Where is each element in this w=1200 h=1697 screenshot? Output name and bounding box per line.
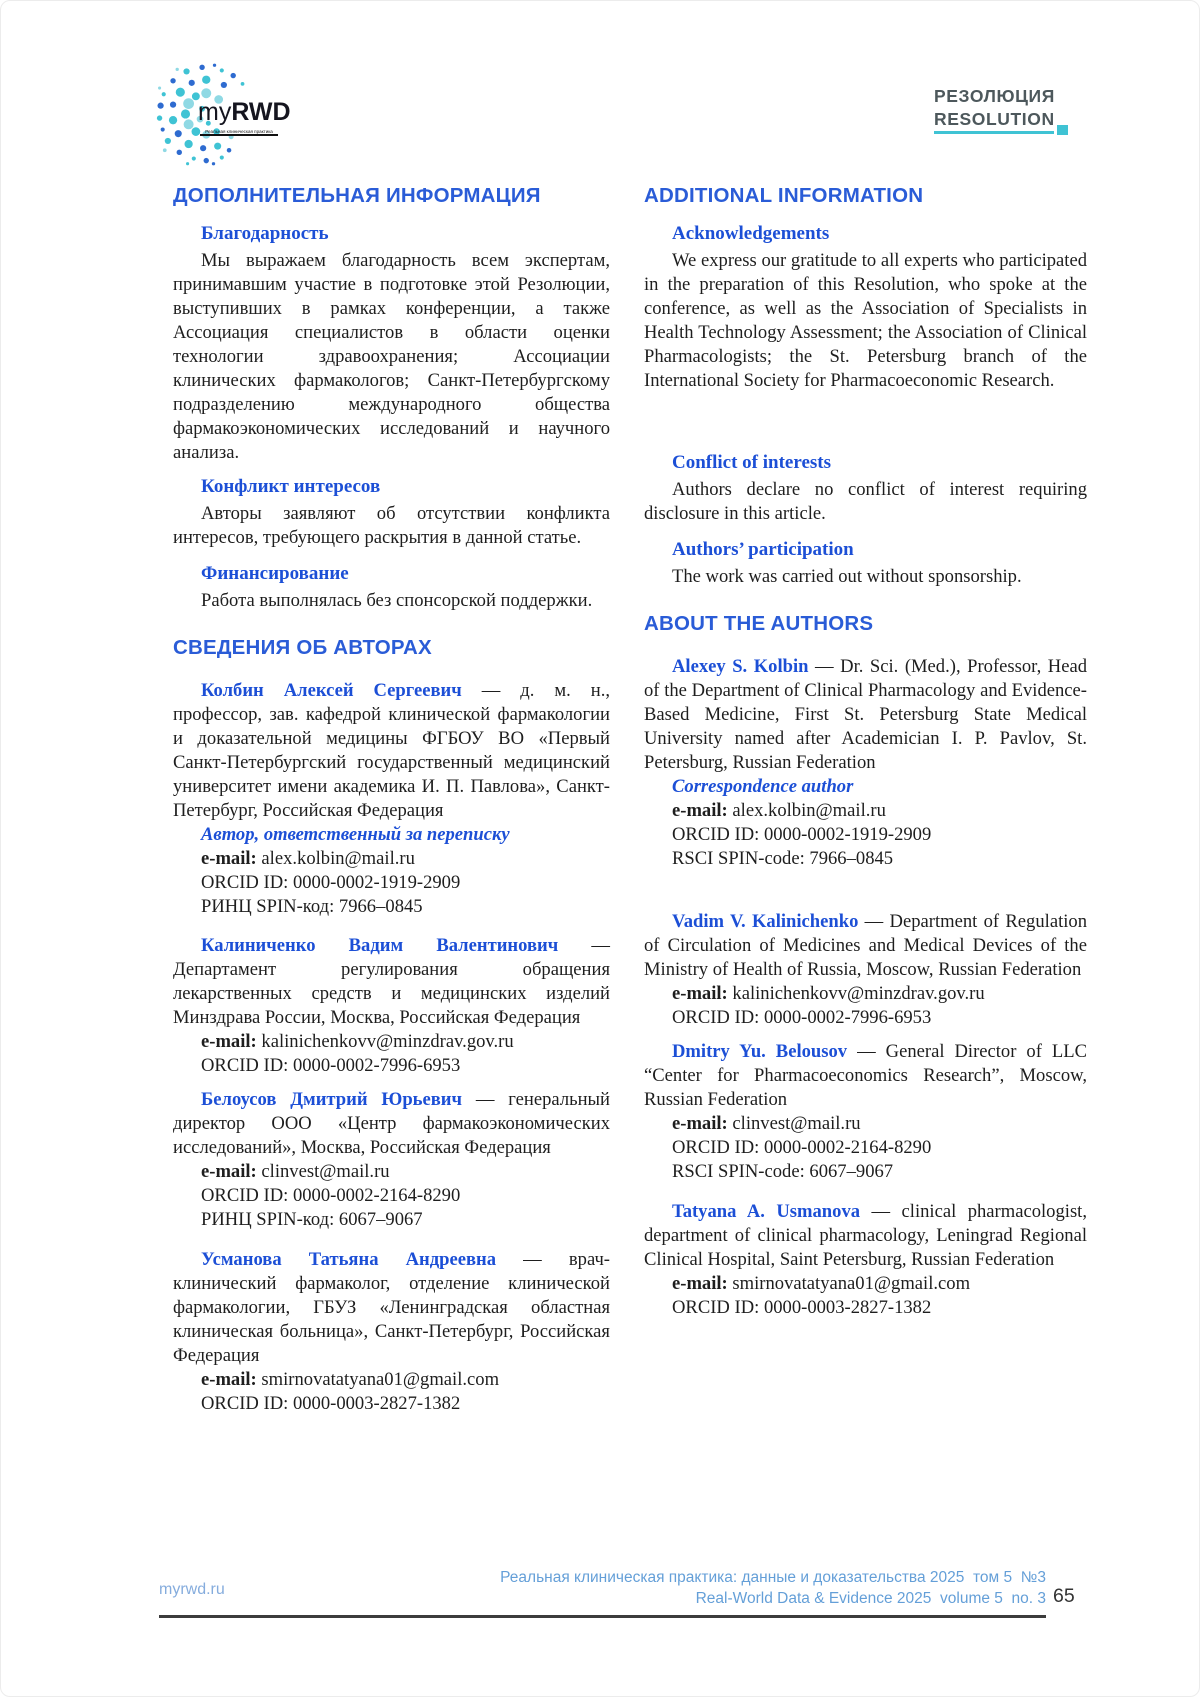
orcid-line	[644, 1296, 1087, 1320]
footer-journal-en: Real-World Data & Evidence 2025 volume 5 no. 3	[695, 1590, 1046, 1607]
author-name: Vadim V. Kalinichenko	[672, 911, 859, 932]
participation-title-en: Authors’ participation	[672, 539, 854, 560]
section-authors-en: ABOUT THE AUTHORS	[644, 612, 874, 635]
column-english	[644, 185, 1087, 1320]
email-value: clinvest@mail.ru	[261, 1161, 390, 1182]
rubric-underline	[934, 131, 1054, 134]
email-line	[173, 847, 610, 871]
spin-label: RSCI SPIN-code:	[672, 848, 805, 869]
orcid-label: ORCID ID:	[201, 1393, 289, 1414]
rubric-en: RESOLUTION	[934, 109, 1055, 129]
myrwd-logo	[156, 59, 336, 169]
conflict-title-en: Conflict of interests	[672, 452, 832, 473]
email-line	[173, 1160, 610, 1184]
author-desc: — clinical pharmacologist, department of clinical pharmacology, Leningrad Regional Clinical Hospital, Saint Petersburg, Russian Federation	[644, 1201, 1087, 1270]
author-entry	[173, 1248, 610, 1368]
section-additional-info-en: ADDITIONAL INFORMATION	[644, 184, 924, 207]
orcid-line	[173, 871, 610, 895]
rubric-square	[1057, 125, 1068, 135]
logo-my: my	[198, 98, 232, 126]
orcid-label: ORCID ID:	[672, 1297, 760, 1318]
spin-line	[173, 1208, 610, 1232]
spin-label: RSCI SPIN-code:	[672, 1161, 805, 1182]
email-line	[644, 982, 1087, 1006]
spin-value: 7966–0845	[809, 848, 894, 869]
email-label: e-mail:	[201, 1161, 257, 1182]
email-value: clinvest@mail.ru	[732, 1113, 861, 1134]
ack-title-ru: Благодарность	[201, 223, 329, 244]
conflict-text-ru: Авторы заявляют об отсутствии конфликта интересов, требующего раскрытия в данной статье.	[173, 503, 610, 548]
orcid-line	[644, 1136, 1087, 1160]
spin-line	[644, 1160, 1087, 1184]
author-name: Калиниченко Вадим Валентинович	[201, 935, 559, 956]
orcid-label: ORCID ID:	[672, 1137, 760, 1158]
orcid-line	[173, 1392, 610, 1416]
orcid-line	[173, 1054, 610, 1078]
email-value: smirnovatatyana01@gmail.com	[261, 1369, 500, 1390]
author-name: Белоусов Дмитрий Юрьевич	[201, 1089, 462, 1110]
author-name: Tatyana A. Usmanova	[672, 1201, 861, 1222]
ack-text-en: We express our gratitude to all experts who participated in the preparation of this Resolution, who spoke at the conference, as well as the Association of Specialists in Health Technology Assessment; the Association of Clinical Pharmacologists; the St. Petersburg branch of the International Society for Pharmacoeconomic Research.	[644, 250, 1087, 391]
author-desc: — врач-клинический фармаколог, отделение клинической фармакологии, ГБУЗ «Ленинградская областная клиническая больница», Санкт-Петербург, Российская Федерация	[173, 1249, 610, 1366]
author-name: Alexey S. Kolbin	[672, 656, 809, 677]
email-line	[644, 1112, 1087, 1136]
conflict-text-en: Authors declare no conflict of interest requiring disclosure in this article.	[644, 479, 1087, 524]
orcid-label: ORCID ID:	[201, 1185, 289, 1206]
spin-value: 6067–9067	[338, 1209, 423, 1230]
logo-rwd: RWD	[231, 98, 291, 126]
author-name: Dmitry Yu. Belousov	[672, 1041, 848, 1062]
author-desc: — Department of Regulation of Circulation of Medicines and Medical Devices of the Ministry of Health of Russia, Moscow, Russian Federation	[644, 911, 1087, 980]
section-additional-info-ru: ДОПОЛНИТЕЛЬНАЯ ИНФОРМАЦИЯ	[173, 184, 541, 207]
logo-tagline: Реальная клиническая практика	[200, 129, 278, 136]
author-en-kolbin	[644, 655, 1087, 871]
author-desc: — Департамент регулирования обращения лекарственных средств и медицинских изделий Минздрава России, Москва, Российская Федерация	[173, 935, 610, 1028]
participation-text-en: The work was carried out without sponsorship.	[672, 566, 1022, 587]
correspondence-note: Correspondence author	[672, 776, 854, 797]
email-label: e-mail:	[201, 1369, 257, 1390]
email-value: alex.kolbin@mail.ru	[732, 800, 886, 821]
spin-value: 7966–0845	[338, 896, 423, 917]
orcid-label: ORCID ID:	[201, 872, 289, 893]
ack-title-en: Acknowledgements	[672, 223, 830, 244]
author-ru-kalinichenko	[173, 934, 610, 1078]
author-name: Усманова Татьяна Андреевна	[201, 1249, 497, 1270]
author-ru-kolbin	[173, 679, 610, 919]
funding-text-ru: Работа выполнялась без спонсорской поддержки.	[201, 590, 593, 611]
spin-line	[644, 847, 1087, 871]
author-entry	[644, 910, 1087, 982]
author-entry	[644, 655, 1087, 775]
email-label: e-mail:	[672, 1273, 728, 1294]
author-entry	[173, 1088, 610, 1160]
orcid-value: 0000-0002-7996-6953	[292, 1055, 461, 1076]
email-label: e-mail:	[201, 848, 257, 869]
footer-journal-title	[500, 1567, 1046, 1609]
orcid-line	[644, 823, 1087, 847]
author-ru-usmanova	[173, 1248, 610, 1416]
correspondence-note: Автор, ответственный за переписку	[201, 824, 510, 845]
conflict-title-ru: Конфликт интересов	[201, 476, 381, 497]
author-desc: — General Director of LLC “Center for Pharmacoeconomics Research”, Moscow, Russian Federation	[644, 1041, 1087, 1110]
email-value: smirnovatatyana01@gmail.com	[732, 1273, 971, 1294]
footer-site-url: myrwd.ru	[159, 1581, 225, 1598]
email-value: kalinichenkovv@minzdrav.gov.ru	[732, 983, 985, 1004]
spin-label: РИНЦ SPIN-код:	[201, 896, 335, 917]
email-label: e-mail:	[672, 800, 728, 821]
page-number: 65	[1053, 1585, 1075, 1607]
orcid-value: 0000-0003-2827-1382	[292, 1393, 461, 1414]
logo-wordmark	[198, 99, 291, 129]
ack-text-ru: Мы выражаем благодарность всем экспертам, принимавшим участие в подготовке этой Резолюции, выступивших в рамках конференции, а также Ассоциация специалистов в области оценки технологии здравоохранения; Ассоциации клинических фармакологов; Санкт-Петербургскому подразделению международного общества фармакоэкономических исследований и научного анализа.	[173, 250, 610, 463]
email-line	[644, 799, 1087, 823]
email-label: e-mail:	[672, 983, 728, 1004]
orcid-line	[173, 1184, 610, 1208]
orcid-value: 0000-0002-1919-2909	[292, 872, 461, 893]
author-en-usmanova	[644, 1200, 1087, 1320]
orcid-line	[644, 1006, 1087, 1030]
author-ru-belousov	[173, 1088, 610, 1232]
author-en-kalinichenko	[644, 910, 1087, 1030]
orcid-label: ORCID ID:	[201, 1055, 289, 1076]
funding-title-ru: Финансирование	[201, 563, 349, 584]
author-name: Колбин Алексей Сергеевич	[201, 680, 462, 701]
author-desc: — Dr. Sci. (Med.), Professor, Head of the Department of Clinical Pharmacology and Evidence-Based Medicine, First St. Petersburg State Medical University named after Academician I. P. Pavlov, St. Petersburg, Russian Federation	[644, 656, 1087, 773]
page-rubric	[934, 85, 1068, 141]
rubric-ru: РЕЗОЛЮЦИЯ	[934, 86, 1055, 106]
author-desc: — д. м. н., профессор, зав. кафедрой клинической фармакологии и доказательной медицины ФГБОУ ВО «Первый Санкт-Петербургский государственный медицинский университет имени академика И. П. Павлова», Санкт-Петербург, Российская Федерация	[173, 680, 610, 821]
author-entry	[173, 679, 610, 823]
footer-journal-ru: Реальная клиническая практика: данные и доказательства 2025 том 5 №3	[500, 1569, 1046, 1586]
email-value: kalinichenkovv@minzdrav.gov.ru	[261, 1031, 514, 1052]
column-russian	[173, 185, 610, 1416]
footer-rule	[159, 1615, 1046, 1618]
spin-line	[173, 895, 610, 919]
orcid-value: 0000-0002-2164-8290	[763, 1137, 932, 1158]
email-label: e-mail:	[672, 1113, 728, 1134]
author-desc: — генеральный директор ООО «Центр фармакоэкономических исследований», Москва, Российская Федерация	[173, 1089, 610, 1158]
email-label: e-mail:	[201, 1031, 257, 1052]
email-line	[173, 1368, 610, 1392]
author-entry	[644, 1040, 1087, 1112]
rubric-label	[934, 85, 1068, 131]
orcid-value: 0000-0002-2164-8290	[292, 1185, 461, 1206]
section-authors-ru: СВЕДЕНИЯ ОБ АВТОРАХ	[173, 636, 432, 659]
orcid-label: ORCID ID:	[672, 824, 760, 845]
author-entry	[644, 1200, 1087, 1272]
email-line	[644, 1272, 1087, 1296]
orcid-value: 0000-0002-7996-6953	[763, 1007, 932, 1028]
author-en-belousov	[644, 1040, 1087, 1184]
email-value: alex.kolbin@mail.ru	[261, 848, 415, 869]
orcid-value: 0000-0002-1919-2909	[763, 824, 932, 845]
orcid-label: ORCID ID:	[672, 1007, 760, 1028]
author-entry	[173, 934, 610, 1030]
email-line	[173, 1030, 610, 1054]
spin-label: РИНЦ SPIN-код:	[201, 1209, 335, 1230]
orcid-value: 0000-0003-2827-1382	[763, 1297, 932, 1318]
spin-value: 6067–9067	[809, 1161, 894, 1182]
